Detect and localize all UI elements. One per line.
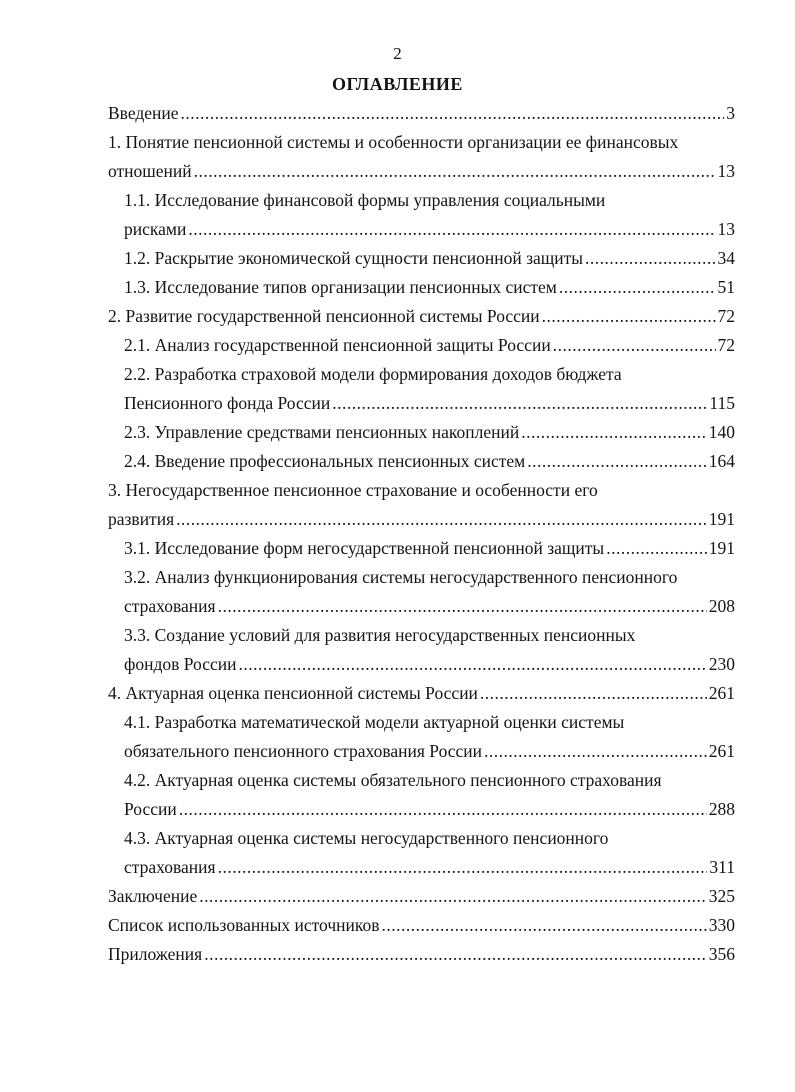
toc-entry	[0, 881, 795, 910]
toc-entry	[0, 243, 795, 272]
toc-entry-page: 191	[708, 509, 735, 529]
toc-entry-title: 3.1. Исследование форм негосударственной пенсионной защиты	[124, 538, 605, 558]
toc-entry-title: страхования	[124, 596, 216, 616]
toc-entry-page: 230	[708, 654, 735, 674]
toc-entry-title: 3.3. Создание условий для развития негосударственных пенсионных	[124, 625, 636, 645]
toc-entry	[0, 533, 795, 562]
dot-leader	[480, 682, 707, 704]
dot-leader	[194, 160, 716, 182]
toc-entry	[0, 98, 795, 127]
toc-entry	[0, 214, 795, 243]
toc-entry-title: фондов России	[124, 654, 237, 674]
dot-leader	[204, 943, 707, 965]
toc-entry-page: 13	[717, 161, 735, 181]
toc-entry	[0, 185, 795, 214]
dot-leader	[188, 218, 715, 240]
toc-entry-title: 1.1. Исследование финансовой формы управления социальными	[124, 190, 606, 210]
dot-leader	[218, 595, 707, 617]
toc-entry	[0, 823, 795, 852]
toc-entry-page: 72	[717, 306, 735, 326]
toc-entry-title: России	[124, 799, 177, 819]
dot-leader	[382, 914, 707, 936]
dot-leader	[484, 740, 707, 762]
toc-entry-page: 356	[708, 944, 735, 964]
toc-entry	[0, 359, 795, 388]
dot-leader	[181, 102, 725, 124]
toc-entry-page: 72	[717, 335, 735, 355]
toc-entry	[0, 301, 795, 330]
dot-leader	[218, 856, 708, 878]
toc-entry-title: 1.3. Исследование типов организации пенсионных систем	[124, 277, 557, 297]
toc-entry	[0, 446, 795, 475]
toc-entry-title: 2.3. Управление средствами пенсионных накоплений	[124, 422, 520, 442]
toc-entry	[0, 852, 795, 881]
toc-entry-title: рисками	[124, 219, 187, 239]
toc-entry	[0, 765, 795, 794]
toc-entry-title: 4. Актуарная оценка пенсионной системы России	[108, 683, 478, 703]
toc-entry-page: 330	[708, 915, 735, 935]
dot-leader	[521, 421, 707, 443]
toc-entry	[0, 591, 795, 620]
toc-title: ОГЛАВЛЕНИЕ	[332, 74, 463, 94]
toc-entry-title: отношений	[108, 161, 192, 181]
toc-entry	[0, 736, 795, 765]
toc-entry-page: 261	[708, 741, 735, 761]
toc-entry-title: Список использованных источников	[108, 915, 380, 935]
toc-entry	[0, 475, 795, 504]
dot-leader	[179, 798, 707, 820]
dot-leader	[542, 305, 716, 327]
toc-entry	[0, 417, 795, 446]
toc-entry	[0, 678, 795, 707]
dot-leader	[239, 653, 707, 675]
dot-leader	[553, 334, 716, 356]
toc-entry-page: 51	[717, 277, 735, 297]
toc-entry-title: Заключение	[108, 886, 198, 906]
toc-entry-title: 1. Понятие пенсионной системы и особенности организации ее финансовых	[108, 132, 679, 152]
toc-entry	[0, 272, 795, 301]
toc-entry-page: 288	[708, 799, 735, 819]
toc-entry	[0, 707, 795, 736]
toc-entry-title: 2.2. Разработка страховой модели формирования доходов бюджета	[124, 364, 622, 384]
toc-entry	[0, 794, 795, 823]
toc-entry-page: 115	[709, 393, 735, 413]
dot-leader	[332, 392, 707, 414]
dot-leader	[559, 276, 716, 298]
toc-entry	[0, 649, 795, 678]
toc-entry-page: 261	[708, 683, 735, 703]
toc-entry	[0, 388, 795, 417]
toc-entry-page: 208	[708, 596, 735, 616]
toc-entry-title: 4.3. Актуарная оценка системы негосударственного пенсионного	[124, 828, 609, 848]
toc-entry-page: 164	[708, 451, 735, 471]
page-number: 2	[393, 44, 402, 63]
toc-entry-title: страхования	[124, 857, 216, 877]
toc-entry	[0, 127, 795, 156]
toc-entry-page: 3	[726, 103, 735, 123]
toc-entry-page: 191	[708, 538, 735, 558]
toc-entry	[0, 562, 795, 591]
toc-entry-title: 4.2. Актуарная оценка системы обязательного пенсионного страхования	[124, 770, 662, 790]
toc-entry-title: 2. Развитие государственной пенсионной системы России	[108, 306, 540, 326]
toc-entry-page: 140	[708, 422, 735, 442]
toc-entry-title: 2.4. Введение профессиональных пенсионных систем	[124, 451, 526, 471]
dot-leader	[527, 450, 707, 472]
toc-entry	[0, 504, 795, 533]
toc-entry-title: обязательного пенсионного страхования России	[124, 741, 483, 761]
toc-entry-title: 1.2. Раскрытие экономической сущности пенсионной защиты	[124, 248, 584, 268]
toc-entry-page: 34	[717, 248, 735, 268]
toc-entry-title: 4.1. Разработка математической модели актуарной оценки системы	[124, 712, 625, 732]
toc-entry	[0, 156, 795, 185]
toc-entry-title: Приложения	[108, 944, 203, 964]
toc-entry	[0, 330, 795, 359]
toc-entry-page: 311	[709, 857, 735, 877]
toc-entry	[0, 620, 795, 649]
dot-leader	[606, 537, 707, 559]
toc-entry-page: 325	[708, 886, 735, 906]
dot-leader	[176, 508, 707, 530]
toc-entry-title: 3.2. Анализ функционирования системы негосударственного пенсионного	[124, 567, 678, 587]
table-of-contents	[0, 98, 795, 968]
toc-entry-title: 3. Негосударственное пенсионное страхование и особенности его	[108, 480, 598, 500]
toc-entry-title: 2.1. Анализ государственной пенсионной защиты России	[124, 335, 551, 355]
toc-entry	[0, 910, 795, 939]
dot-leader	[585, 247, 715, 269]
toc-entry-title: развития	[108, 509, 175, 529]
toc-entry-page: 13	[717, 219, 735, 239]
toc-entry-title: Введение	[108, 103, 179, 123]
dot-leader	[199, 885, 707, 907]
toc-entry	[0, 939, 795, 968]
toc-entry-title: Пенсионного фонда России	[124, 393, 331, 413]
